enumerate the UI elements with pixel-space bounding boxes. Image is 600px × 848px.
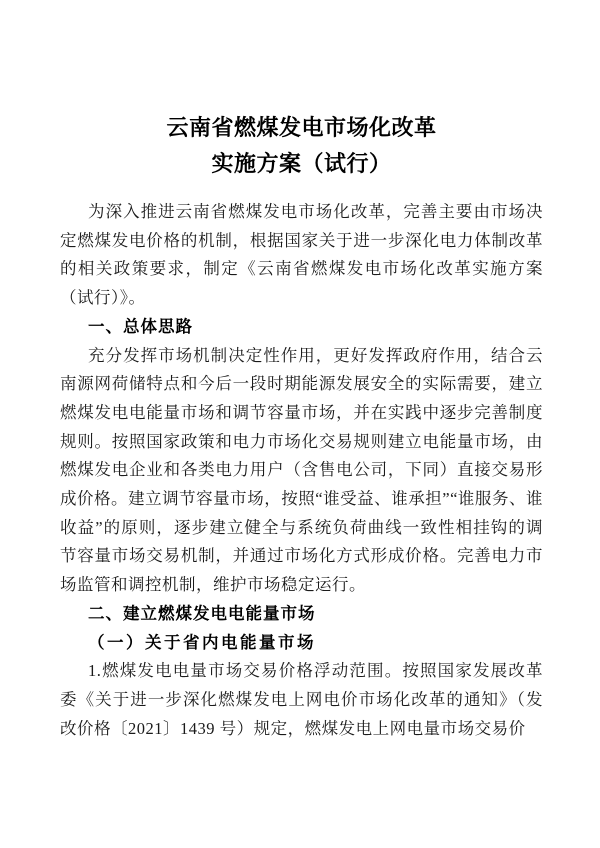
document-body (60, 198, 543, 743)
intro-paragraph: 为深入推进云南省燃煤发电市场化改革，完善主要由市场决定燃煤发电价格的机制，根据国家关于进一步深化电力体制改革的相关政策要求，制定《云南省燃煤发电市场化改革实施方案（试行）》。 (60, 202, 543, 308)
paragraph-price-float-range: 1.燃煤发电电量市场交易价格浮动范围。按照国家发展改革委《关于进一步深化燃煤发电上网电价市场化改革的通知》（发改价格〔2021〕1439 号）规定，燃煤发电上网电量市场交易价 (60, 661, 543, 738)
section-heading-energy-market: 二、建立燃煤发电电能量市场 (88, 604, 316, 623)
subsection-heading-provincial-energy-market: （一）关于省内电能量市场 (88, 632, 317, 652)
section-heading-overall-approach: 一、总体思路 (88, 317, 194, 336)
document-title-line-2: 实施方案（试行） (211, 151, 392, 176)
paragraph-overall-approach: 充分发挥市场机制决定性作用，更好发挥政府作用，结合云南源网荷储特点和今后一段时期能源发展安全的实际需要，建立燃煤发电电能量市场和调节容量市场，并在实践中逐步完善制度规则。按照国家政策和电力市场化交易规则建立电能量市场，由燃煤发电企业和各类电力用户（含售电公司，下同）直接交易形成价格。建立调节容量市场，按照“谁受益、谁承担”“谁服务、谁收益”的原则，逐步建立健全与系统负荷曲线一致性相挂钩的调节容量市场交易机制，并通过市场化方式形成价格。完善电力市场监管和调控机制，维护市场稳定运行。 (60, 345, 543, 595)
document-title-line-1: 云南省燃煤发电市场化改革 (166, 115, 437, 140)
document-title (60, 110, 543, 182)
